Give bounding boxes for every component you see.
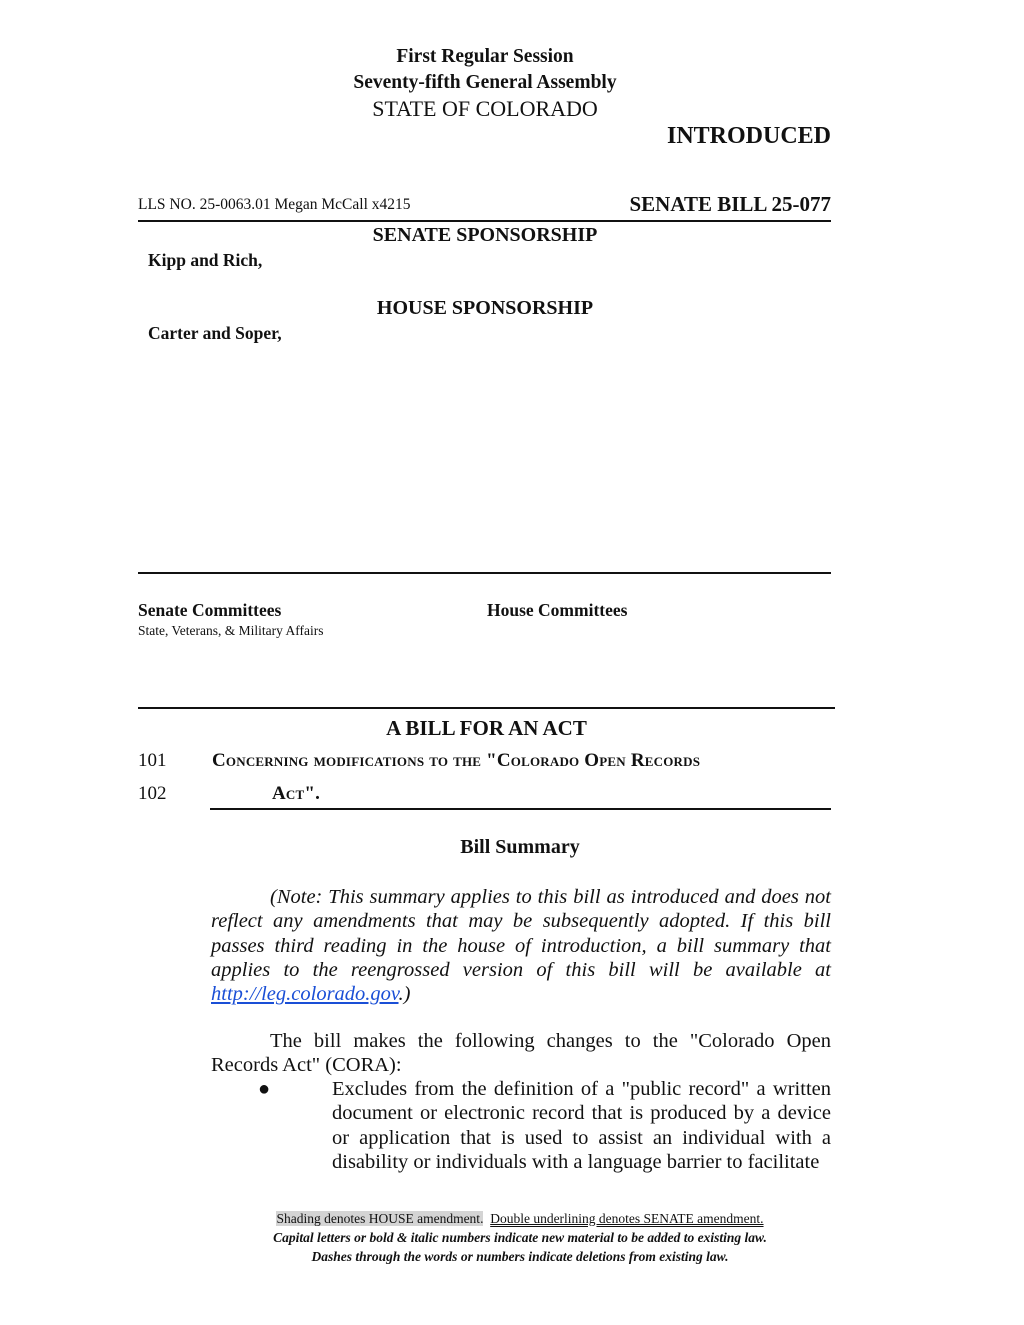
bill-title-line: Act".: [272, 783, 321, 804]
note-end: .): [398, 983, 411, 1006]
divider: [138, 572, 831, 574]
house-committees-heading: House Committees: [487, 600, 628, 620]
lls-number: LLS NO. 25-0063.01 Megan McCall x4215: [138, 196, 411, 213]
house-sponsors: Carter and Soper,: [148, 323, 282, 343]
senate-committee-list: State, Veterans, & Military Affairs: [138, 623, 324, 638]
line-number: 101: [138, 750, 167, 771]
leg-colorado-link[interactable]: http://leg.colorado.gov: [211, 983, 399, 1006]
senate-sponsorship-heading: SENATE SPONSORSHIP: [372, 224, 598, 246]
summary-intro: [211, 1029, 831, 1078]
summary-note: [211, 885, 831, 1006]
state-title: STATE OF COLORADO: [372, 96, 598, 121]
senate-amendment-note: Double underlining denotes SENATE amendment.: [490, 1211, 764, 1226]
assembly-line: Seventy-fifth General Assembly: [353, 72, 617, 93]
bill-title-line: Concerning modifications to the "Colorado Open Records: [212, 750, 701, 771]
session-line: First Regular Session: [396, 46, 574, 67]
act-heading: A BILL FOR AN ACT: [386, 716, 587, 740]
house-amendment-note: Shading denotes HOUSE amendment.: [276, 1211, 484, 1226]
session-header: [0, 44, 970, 96]
divider: [138, 220, 831, 222]
footer-legend: [0, 1211, 1024, 1227]
house-sponsorship-heading: HOUSE SPONSORSHIP: [376, 297, 594, 319]
footer-deletions: Dashes through the words or numbers indicate deletions from existing law.: [311, 1249, 729, 1264]
note-text: (Note: This summary applies to this bill as introduced and does not reflect any amendments that may be subsequently adopted. If this bill passes third reading in the house of introduction, a bill summary that applies to the reengrossed version of this bill will be available at: [211, 886, 831, 981]
footer-new-material: Capital letters or bold & italic numbers indicate new material to be added to existing law.: [273, 1230, 767, 1245]
bill-number: SENATE BILL 25-077: [629, 192, 831, 216]
divider: [138, 707, 835, 709]
senate-committees-heading: Senate Committees: [138, 600, 282, 620]
bill-summary-heading: Bill Summary: [460, 836, 580, 858]
title-underline: [210, 808, 831, 810]
bullet-icon: ●: [258, 1078, 271, 1100]
summary-bullet: Excludes from the definition of a "public record" a written document or electronic record that is produced by a device or application that is used to assist an individual with a disability or individuals with a language barrier to facilitate: [332, 1078, 831, 1173]
senate-sponsors: Kipp and Rich,: [148, 250, 263, 270]
bill-status: INTRODUCED: [666, 123, 831, 149]
intro-text: The bill makes the following changes to the "Colorado Open Records Act" (CORA):: [211, 1030, 831, 1077]
line-number: 102: [138, 783, 167, 804]
